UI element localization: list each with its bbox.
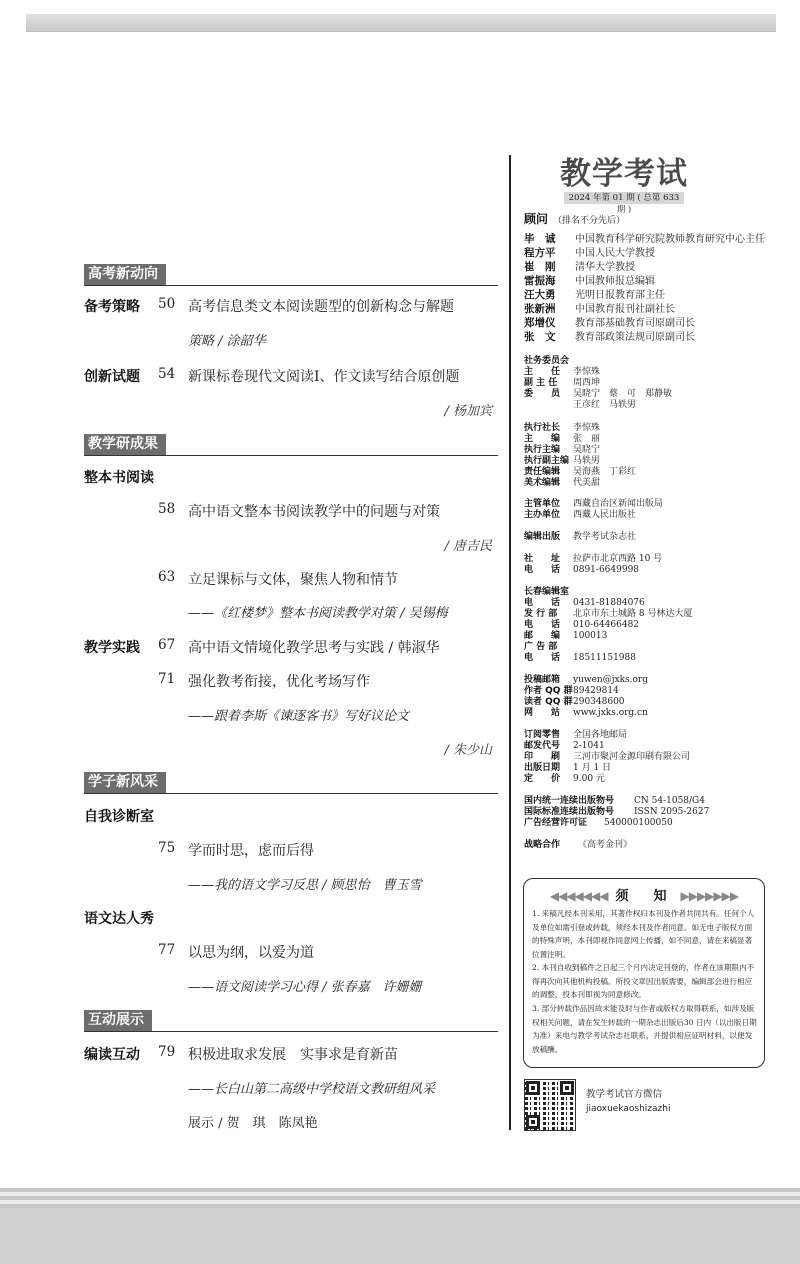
- article-title[interactable]: 学而时思，虑而后得: [188, 843, 314, 859]
- notice-paragraph: 1. 来稿凡经本刊采用，其著作权归本刊及作者共同共有。任何个人及单位如需引登或转载，须经本刊及作者同意。如无电子版权方面的特殊声明，本刊即视作同意网上传播，如不同意，请在来稿显著位置注明。: [532, 909, 755, 959]
- subsection-label: 自我诊断室: [84, 809, 154, 825]
- article-title[interactable]: 强化教考衔接，优化考场写作: [188, 674, 370, 690]
- staff-key: 执行社长: [524, 423, 561, 433]
- org-value: 西藏人民出版社: [573, 510, 637, 520]
- wechat-qr-code[interactable]: [524, 1079, 576, 1131]
- org-key: 主管单位: [524, 499, 561, 509]
- publisher-value: 教学考试杂志社: [573, 532, 637, 542]
- magazine-logo: 教学考试: [560, 156, 688, 192]
- address-key: 电 话: [524, 565, 561, 575]
- contact-key: 投稿邮箱: [524, 675, 561, 685]
- dist-key: 印 刷: [524, 752, 561, 762]
- office-key: 邮 编: [524, 631, 561, 641]
- subsection-label: 整本书阅读: [84, 470, 154, 486]
- address-value: 0891-6649998: [573, 565, 640, 575]
- advisor-name: 张新洲: [524, 303, 556, 315]
- page-number[interactable]: 50: [158, 296, 176, 312]
- advisor-role: 中国人民大学教授: [575, 248, 655, 259]
- dist-value: 全国各地邮局: [573, 730, 628, 740]
- staff-key: 主 编: [524, 434, 561, 444]
- staff-key: 责任编辑: [524, 467, 561, 477]
- top-bar: [26, 14, 776, 32]
- article-title[interactable]: 高中语文整本书阅读教学中的问题与对策: [188, 504, 440, 520]
- dist-value: 2-1041: [573, 741, 605, 751]
- advisor-name: 张 文: [524, 331, 556, 343]
- section-label: 学子新风采: [84, 772, 166, 793]
- category-label: 备考策略: [84, 299, 140, 315]
- dist-key: 定 价: [524, 774, 561, 784]
- section-header: [84, 1010, 498, 1032]
- staff-value: 吴海燕 丁彩红: [573, 467, 637, 477]
- article-subtitle: ——语文阅读学习心得 / 张春嘉 许姗姗: [188, 980, 422, 995]
- dist-key: 订阅零售: [524, 730, 561, 740]
- page-number[interactable]: 75: [158, 840, 176, 856]
- section-label: 互动展示: [84, 1010, 152, 1031]
- advisor-name: 郑增仪: [524, 317, 556, 329]
- advisor-role: 光明日报教育部主任: [575, 290, 665, 301]
- office-key: 电 话: [524, 653, 561, 663]
- bottom-band-fill: [0, 1208, 800, 1264]
- article-title[interactable]: 以思为纲，以爱为道: [188, 945, 314, 961]
- page-number[interactable]: 71: [158, 671, 176, 687]
- committee-key: 副 主 任: [524, 378, 558, 388]
- committee-value: 王彦红 马轶男: [573, 400, 637, 410]
- page-number[interactable]: 67: [158, 637, 176, 653]
- staff-value: 李惊殊: [573, 423, 601, 433]
- committee-key: 委 员: [524, 389, 561, 399]
- page-number[interactable]: 58: [158, 501, 176, 517]
- office-key: 发 行 部: [524, 609, 558, 619]
- address-value: 拉萨市北京西路 10 号: [573, 554, 663, 564]
- dist-key: 邮发代号: [524, 741, 561, 751]
- article-author: / 杨加宾: [444, 404, 492, 419]
- committee-title: 社务委员会: [524, 356, 570, 366]
- partner-key: 战略合作: [524, 840, 561, 850]
- advisor-name: 程方平: [524, 247, 556, 259]
- contact-key: 网 站: [524, 708, 561, 718]
- notice-paragraph: 3. 部分转载作品因故未能及时与作者或版权方取得联系，如涉及版权相关问题，请在发生转载的一期杂志出版后30 日内（以出版日期为准）来电与教学考试杂志社联系，并提供相应证明材料，以便发放稿酬。: [532, 1004, 757, 1054]
- office-value: 18511151988: [573, 653, 636, 663]
- staff-value: 代美甜: [573, 478, 601, 488]
- address-key: 社 址: [524, 554, 561, 564]
- dist-value: 9.00 元: [573, 774, 605, 784]
- section-header: [84, 772, 498, 794]
- contact-value: 89429814: [573, 686, 619, 696]
- subsection-label: 语文达人秀: [84, 911, 154, 927]
- website-link[interactable]: www.jxks.org.cn: [573, 708, 648, 718]
- section-header: [84, 264, 498, 286]
- right-arrows-icon: ▶▶▶▶▶▶▶: [680, 889, 739, 903]
- number-value: CN 54-1058/G4: [634, 796, 705, 806]
- article-subtitle-cont: 展示 / 贺 琪 陈凤艳: [188, 1116, 318, 1131]
- dist-key: 出版日期: [524, 763, 561, 773]
- committee-value: 李惊殊: [573, 367, 601, 377]
- notice-header: [524, 885, 764, 904]
- article-subtitle: ——长白山第二高级中学校语文教研组风采: [188, 1082, 436, 1097]
- advisor-role: 中国教育科学研究院教师教育研究中心主任: [575, 234, 765, 245]
- office-value: 0431-81884076: [573, 598, 645, 608]
- staff-key: 执行副主编: [524, 456, 570, 466]
- article-title[interactable]: 立足课标与文体，聚焦人物和情节: [188, 572, 398, 588]
- contact-value: 290348600: [573, 697, 625, 707]
- qr-finder: [526, 1081, 540, 1095]
- staff-value: 吴晓宁: [573, 445, 601, 455]
- category-label: 编读互动: [84, 1047, 140, 1063]
- wechat-id: jiaoxuekaoshizazhi: [586, 1104, 671, 1114]
- number-value: 540000100050: [604, 818, 673, 828]
- dist-value: 三河市聚河金源印刷有限公司: [573, 752, 691, 762]
- advisor-role: 清华大学教授: [575, 262, 635, 273]
- number-key: 国内统一连续出版物号: [524, 796, 615, 806]
- advisor-role: 中国教育报刊社副社长: [575, 304, 675, 315]
- page-number[interactable]: 79: [158, 1044, 176, 1060]
- committee-value: 周西坤: [573, 378, 601, 388]
- column-divider: [509, 155, 511, 1130]
- advisor-role: 中国教师报总编辑: [575, 276, 655, 287]
- category-label: 教学实践: [84, 640, 140, 656]
- office-title: 长春编辑室: [524, 587, 570, 597]
- page-number[interactable]: 77: [158, 942, 176, 958]
- advisors-label: 顾问: [524, 212, 549, 226]
- number-value: ISSN 2095-2627: [634, 807, 710, 817]
- advisor-role: 教育部政策法规司原副司长: [575, 332, 695, 343]
- article-author: / 唐吉民: [444, 539, 492, 554]
- advisor-name: 雷振海: [524, 275, 556, 287]
- committee-value: 吴晓宁 蔡 可 郑静敏: [573, 389, 673, 399]
- page-number[interactable]: 54: [158, 366, 176, 382]
- wechat-label: 教学考试官方微信: [586, 1089, 663, 1100]
- article-title[interactable]: 高考信息类文本阅读题型的创新构念与解题: [188, 299, 454, 315]
- article-title[interactable]: 新课标卷现代文阅读Ⅰ、作文读写结合原创题: [188, 369, 460, 385]
- contact-key: 读者 QQ 群: [524, 697, 573, 707]
- dist-value: 1 月 1 日: [573, 763, 612, 773]
- office-value: 100013: [573, 631, 608, 641]
- advisors-note: （排名不分先后）: [553, 216, 626, 226]
- number-key: 广告经营许可证: [524, 818, 588, 828]
- left-arrows-icon: ◀◀◀◀◀◀◀: [549, 889, 608, 903]
- staff-value: 马轶男: [573, 456, 601, 466]
- office-key: 广 告 部: [524, 642, 558, 652]
- contact-key: 作者 QQ 群: [524, 686, 573, 696]
- issue-number: 2024 年第 01 期 ( 总第 633 期 ): [564, 192, 684, 204]
- article-title[interactable]: 积极进取求发展 实事求是育新苗: [188, 1047, 398, 1063]
- article-subtitle: ——跟着李斯《谏逐客书》写好议论文: [188, 709, 410, 724]
- bottom-band: [0, 1188, 800, 1264]
- notice-box: [523, 878, 765, 1068]
- advisor-name: 汪大勇: [524, 289, 556, 301]
- org-value: 西藏自治区新闻出版局: [573, 499, 664, 509]
- advisor-name: 毕 诚: [524, 233, 556, 245]
- section-label: 高考新动向: [84, 264, 166, 285]
- qr-finder: [560, 1081, 574, 1095]
- article-title-cont[interactable]: 策略 / 涂韶华: [188, 334, 266, 349]
- page-number[interactable]: 63: [158, 569, 176, 585]
- advisor-name: 崔 刚: [524, 261, 556, 273]
- advisor-role: 教育部基础教育司原副司长: [575, 318, 695, 329]
- office-value: 010-64466482: [573, 620, 640, 630]
- publisher-key: 编辑出版: [524, 532, 561, 542]
- staff-key: 执行主编: [524, 445, 561, 455]
- number-key: 国际标准连续出版物号: [524, 807, 615, 817]
- contact-email[interactable]: yuwen@jxks.org: [573, 675, 648, 685]
- qr-finder: [526, 1115, 540, 1129]
- notice-paragraph: 2. 本刊自收到稿件之日起三个月内决定刊登的，作者在该期限内不得再次向其他机构投稿。所投文章因出版需要，编辑部会进行相应的调整，投本刊即视为同意修改。: [532, 963, 755, 999]
- article-subtitle: ——《红楼梦》整本书阅读教学对策 / 吴锡梅: [188, 606, 448, 621]
- section-header: [84, 434, 498, 456]
- org-key: 主办单位: [524, 510, 561, 520]
- office-key: 电 话: [524, 598, 561, 608]
- article-subtitle: ——我的语文学习反思 / 顾思怡 曹玉雪: [188, 878, 422, 893]
- notice-title: 须 知: [615, 889, 673, 904]
- section-label: 教学研成果: [84, 434, 166, 455]
- office-value: 北京市东土城路 8 号林达大厦: [573, 609, 693, 619]
- article-author: / 朱少山: [444, 743, 492, 758]
- partner-value: 《高考金刊》: [578, 840, 633, 850]
- committee-key: 主 任: [524, 367, 561, 377]
- article-title[interactable]: 高中语文情境化教学思考与实践 / 韩淑华: [188, 640, 440, 656]
- staff-value: 张 丽: [573, 434, 601, 444]
- category-label: 创新试题: [84, 369, 140, 385]
- office-key: 电 话: [524, 620, 561, 630]
- staff-key: 美术编辑: [524, 478, 561, 488]
